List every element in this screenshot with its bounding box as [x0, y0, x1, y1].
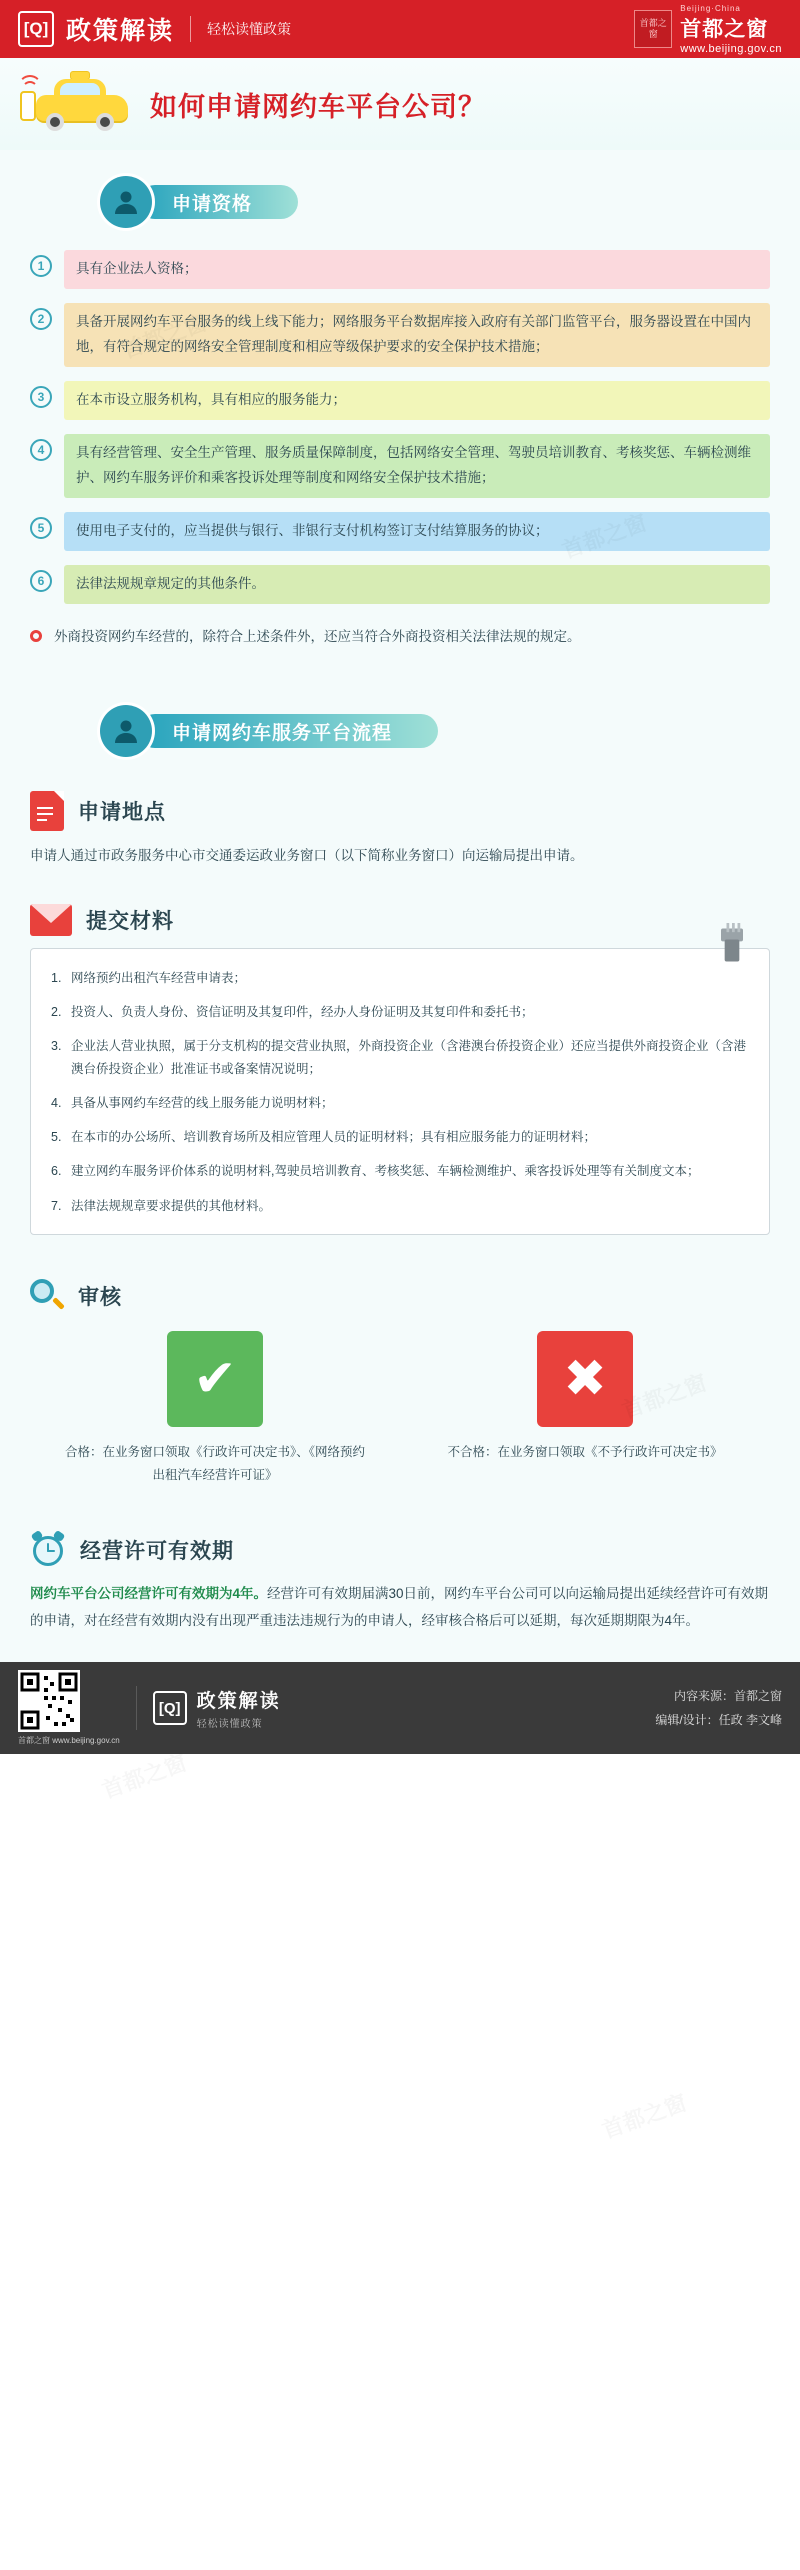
- header-subtitle: 轻松读懂政策: [207, 21, 292, 37]
- person-glyph: [111, 187, 141, 217]
- mail-icon: [30, 904, 72, 936]
- check-icon: ✔: [167, 1331, 263, 1427]
- footer-logo-icon: [Q]: [153, 1691, 187, 1725]
- qr-block: [18, 1670, 120, 1746]
- list-item: [51, 967, 749, 990]
- brand-name: 首都之窗: [680, 17, 769, 41]
- footer-editor: 编辑/设计：任政 李文峰: [655, 1713, 782, 1728]
- person-icon: [100, 705, 152, 757]
- list-item-number: 5: [30, 517, 52, 539]
- watermark: [97, 1746, 190, 1805]
- list-item-text: 具有企业法人资格；: [64, 250, 770, 289]
- taxi-wheel: [46, 113, 64, 131]
- qualification-list: [0, 250, 800, 604]
- header-title: 政策解读: [66, 17, 175, 45]
- list-item-number: 6.: [51, 1164, 62, 1179]
- review-pass-caption: 合格：在业务窗口领取《行政许可决定书》、《网络预约出租汽车经营许可证》: [65, 1444, 366, 1483]
- section-header-qualification: [100, 176, 800, 228]
- block-location-header: [30, 791, 770, 831]
- page-title: 如何申请网约车平台公司？: [150, 91, 486, 122]
- list-item: [30, 434, 770, 498]
- block-body: 申请人通过市政务服务中心市交通委运政业务窗口（以下简称业务窗口）向运输局提出申请。: [30, 848, 584, 864]
- taxi-icon: [20, 69, 138, 139]
- list-item-number: 2: [30, 308, 52, 330]
- alarm-clock-icon: [30, 1532, 66, 1568]
- list-item-text: 企业法人营业执照，属于分支机构的提交营业执照，外商投资企业（含港澳台侨投资企业）还应当提供外商投资企业（含港澳台侨投资企业）批准证书或备案情况说明；: [71, 1038, 747, 1077]
- validity-text: 经营许可有效期届满30日前，网约车平台公司可以向运输局提出延续经营许可有效期的申请，对在经营有效期内没有出现严重违法违规行为的申请人，经审核合格后可以延期，每次延期期限为4年。: [30, 1586, 769, 1629]
- block-title: 审核: [78, 1285, 122, 1309]
- brand-pinyin: Beijing·China: [680, 3, 741, 13]
- list-item: [51, 1126, 749, 1149]
- list-item-text: 使用电子支付的，应当提供与银行、非银行支付机构签订支付结算服务的协议；: [64, 512, 770, 551]
- list-item-text: 在本市设立服务机构，具有相应的服务能力；: [64, 381, 770, 420]
- document-icon: [30, 791, 64, 831]
- title-band: [0, 58, 800, 150]
- person-glyph: [111, 716, 141, 746]
- validity-body: [30, 1580, 770, 1634]
- block-review-header: [30, 1279, 770, 1313]
- footer-credits: [655, 1684, 782, 1732]
- section-pill-label: 申请资格: [138, 185, 298, 219]
- list-item-text: 具备从事网约车经营的线上服务能力说明材料；: [71, 1096, 334, 1111]
- brand-url: www.beijing.gov.cn: [680, 42, 782, 55]
- list-item-text: 法律法规规章规定的其他条件。: [64, 565, 770, 604]
- list-item-number: 4: [30, 439, 52, 461]
- list-item-text: 在本市的办公场所、培训教育场所及相应管理人员的证明材料；具有相应服务能力的证明材料；: [71, 1130, 597, 1145]
- list-item: [30, 250, 770, 289]
- block-validity-header: [30, 1532, 770, 1568]
- review-pass: [65, 1331, 365, 1489]
- review-results: [30, 1331, 770, 1489]
- materials-card: [30, 948, 770, 1235]
- block-materials-header: [30, 904, 770, 936]
- block-validity: [0, 1532, 800, 1634]
- section-header-process: [100, 705, 800, 757]
- list-item-text: 法律法规规章要求提供的其他材料。: [71, 1198, 272, 1213]
- page-footer: [0, 1662, 800, 1754]
- list-item-text: 建立网约车服务评价体系的说明材料,驾驶员培训教育、考核奖惩、车辆检测维护、乘客投诉处理等有关制度文本；: [71, 1164, 700, 1179]
- block-location: [0, 791, 800, 869]
- list-item: [51, 1092, 749, 1115]
- header-divider: [190, 16, 191, 42]
- block-materials: [0, 904, 800, 1235]
- list-item: [51, 1160, 749, 1183]
- list-item-number: 3.: [51, 1038, 62, 1053]
- wifi-icon: [18, 75, 42, 99]
- list-item-number: 1: [30, 255, 52, 277]
- block-title: 申请地点: [78, 801, 166, 825]
- footer-source: 内容来源：首都之窗: [673, 1689, 782, 1704]
- list-item-number: 7.: [51, 1198, 62, 1213]
- list-item: [51, 1001, 749, 1024]
- bullet-dot-icon: [30, 630, 42, 642]
- list-item-number: 4.: [51, 1096, 62, 1111]
- footer-divider: [136, 1686, 137, 1730]
- list-item: [30, 303, 770, 367]
- note-text: 外商投资网约车经营的，除符合上述条件外，还应当符合外商投资相关法律法规的规定。: [54, 628, 581, 644]
- list-item-text: 网络预约出租汽车经营申请表；: [71, 970, 247, 985]
- taxi-wheel: [96, 113, 114, 131]
- block-review: [0, 1279, 800, 1489]
- review-fail-caption: 不合格：在业务窗口领取《不予行政许可决定书》: [447, 1444, 723, 1459]
- list-item-number: 5.: [51, 1130, 62, 1145]
- section-pill-label: 申请网约车服务平台流程: [138, 714, 438, 748]
- paperclip-icon: [713, 923, 751, 967]
- magnifier-icon: [30, 1279, 64, 1313]
- list-item-text: 投资人、负责人身份、资信证明及其复印件，经办人身份证明及其复印件和委托书；: [71, 1004, 534, 1019]
- list-item: [30, 381, 770, 420]
- list-item-text: 具有经营管理、安全生产管理、服务质量保障制度，包括网络安全管理、驾驶员培训教育、考核奖惩、车辆检测维护、网约车服务评价和乘客投诉处理等制度和网络安全保护技术措施；: [64, 434, 770, 498]
- brand-logo-icon: [Q]: [18, 11, 54, 47]
- list-item-number: 1.: [51, 970, 62, 985]
- qr-code-icon: [18, 1670, 80, 1732]
- list-item: [51, 1195, 749, 1218]
- review-fail: [435, 1331, 735, 1489]
- cross-icon: ✖: [537, 1331, 633, 1427]
- list-item-number: 2.: [51, 1004, 62, 1019]
- footer-brand: [197, 1686, 281, 1730]
- list-item-number: 3: [30, 386, 52, 408]
- list-item: [30, 565, 770, 604]
- footer-title: 政策解读: [196, 1691, 281, 1713]
- list-item-number: 6: [30, 570, 52, 592]
- validity-highlight: 网约车平台公司经营许可有效期为4年。: [30, 1586, 268, 1602]
- page-header: [0, 0, 800, 58]
- qualification-note: [0, 618, 800, 650]
- list-item-text: 具备开展网约车平台服务的线上线下能力；网络服务平台数据库接入政府有关部门监管平台，服务器设置在中国内地，有符合规定的网络安全管理制度和相应等级保护要求的安全保护技术措施；: [64, 303, 770, 367]
- watermark: [597, 2086, 690, 2145]
- footer-subtitle: 轻松读懂政策: [196, 1719, 263, 1731]
- block-title: 经营许可有效期: [80, 1540, 234, 1564]
- person-icon: [100, 176, 152, 228]
- seal-icon: 首都之窗: [634, 10, 672, 48]
- list-item: [51, 1035, 749, 1081]
- header-brand: [634, 4, 782, 55]
- qr-caption: 首都之窗 www.beijing.gov.cn: [18, 1736, 120, 1746]
- list-item: [30, 512, 770, 551]
- qr-glyph: [18, 1670, 80, 1732]
- block-title: 提交材料: [86, 909, 174, 933]
